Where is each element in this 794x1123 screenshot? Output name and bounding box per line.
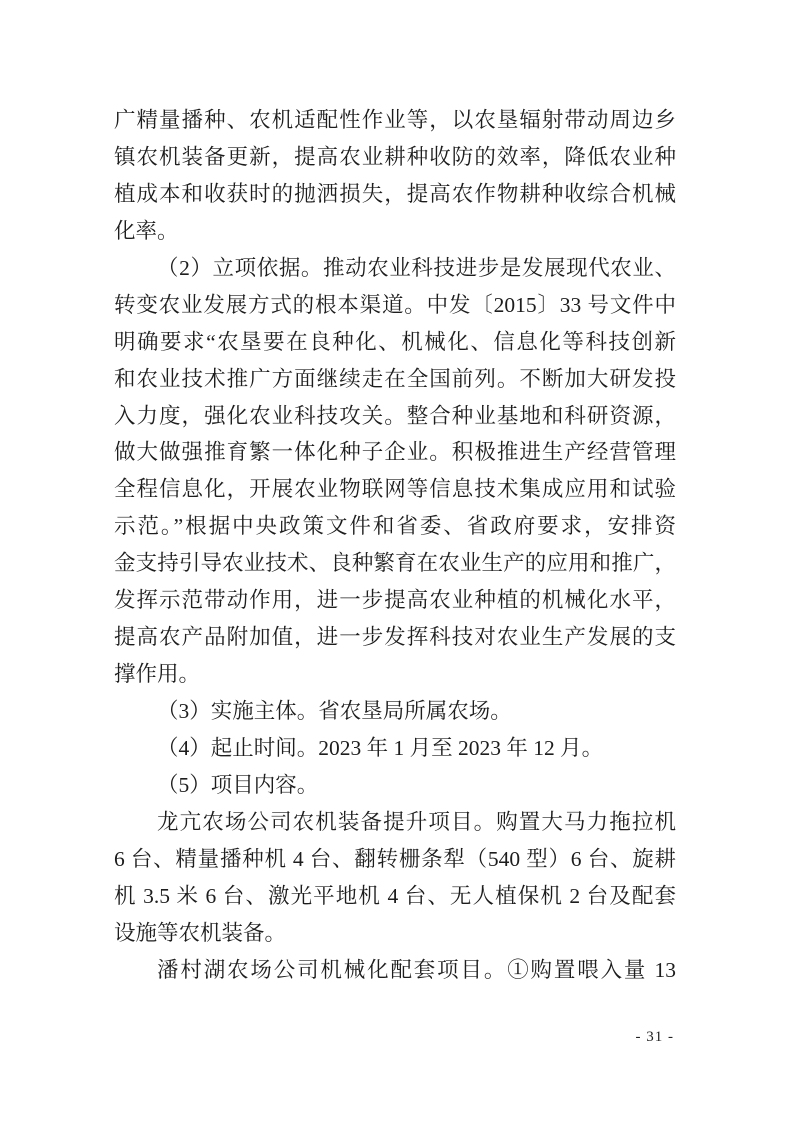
text-line: （3）实施主体。省农垦局所属农场。 <box>157 699 512 723</box>
text-line: 镇农机装备更新，提高农业耕种收防的效率，降低农业种 <box>114 144 676 169</box>
text-line: 撑作用。 <box>114 662 201 687</box>
text-line: 明确要求“农垦要在良种化、机械化、信息化等科技创新 <box>114 329 676 354</box>
text-line: 转变农业发展方式的根本渠道。中发〔2015〕33 号文件中 <box>114 292 676 317</box>
text-line: 和农业技术推广方面继续走在全国前列。不断加大研发投 <box>114 366 676 391</box>
text-line: 做大做强推育繁一体化种子企业。积极推进生产经营管理 <box>114 440 676 465</box>
text-line: 化率。 <box>114 218 179 243</box>
text-line: 潘村湖农场公司机械化配套项目。①购置喂入量 13 <box>157 957 676 982</box>
text-line: 6 台、精量播种机 4 台、翻转栅条犁（540 型）6 台、旋耕 <box>114 846 676 871</box>
text-line: 发挥示范带动作用，进一步提高农业种植的机械化水平， <box>114 588 676 613</box>
text-line: 提高农产品附加值，进一步发挥科技对农业生产发展的支 <box>114 625 676 650</box>
text-line: 龙亢农场公司农机装备提升项目。购置大马力拖拉机 <box>157 809 676 834</box>
text-line: （4）起止时间。2023 年 1 月至 2023 年 12 月。 <box>157 735 604 760</box>
text-line: 机 3.5 米 6 台、激光平地机 4 台、无人植保机 2 台及配套 <box>114 883 676 908</box>
text-line: （2）立项依据。推动农业科技进步是发展现代农业、 <box>157 255 676 280</box>
page-number: - 31 - <box>635 1029 674 1045</box>
document-body <box>114 102 676 989</box>
text-line: 金支持引导农业技术、良种繁育在农业生产的应用和推广， <box>114 551 676 576</box>
text-line: 全程信息化，开展农业物联网等信息技术集成应用和试验 <box>114 477 676 502</box>
text-line: 设施等农机装备。 <box>114 920 287 945</box>
text-line: 入力度，强化农业科技攻关。整合种业基地和科研资源， <box>114 403 676 428</box>
text-line: 植成本和收获时的抛洒损失，提高农作物耕种收综合机械 <box>114 181 676 206</box>
text-line: （5）项目内容。 <box>157 772 319 797</box>
text-line: 广精量播种、农机适配性作业等，以农垦辐射带动周边乡 <box>114 108 676 132</box>
text-line: 示范。”根据中央政策文件和省委、省政府要求，安排资 <box>114 514 676 539</box>
